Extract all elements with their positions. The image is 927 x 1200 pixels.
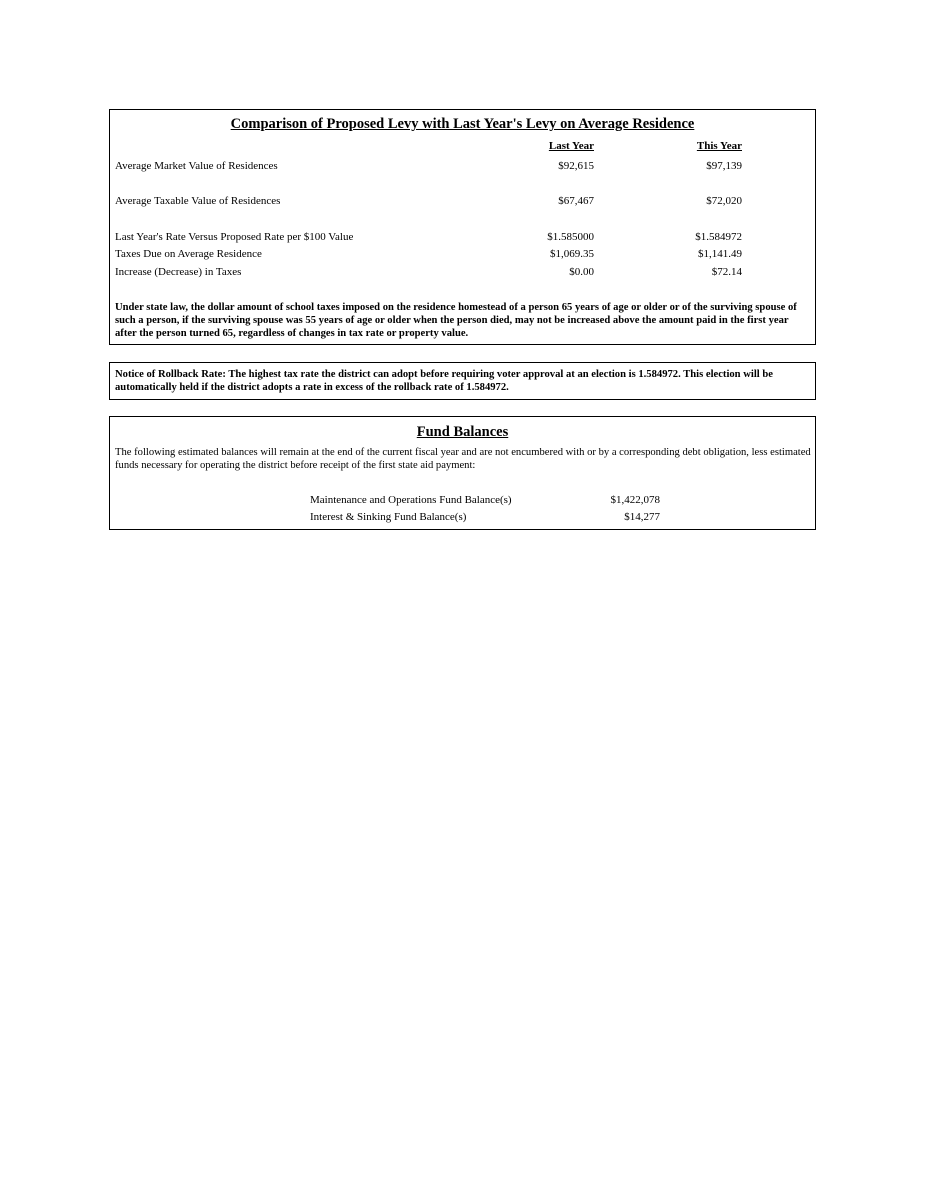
interest-sinking-fund-value: $14,277 (624, 511, 660, 523)
maintenance-operations-fund-label: Maintenance and Operations Fund Balance(s) (310, 494, 512, 506)
fund-balances-title: Fund Balances (416, 424, 509, 440)
levy-comparison-title: Comparison of Proposed Levy with Last Year's Levy on Average Residence (230, 116, 695, 132)
fund-balances-description: The following estimated balances will remain at the end of the current fiscal year and are not encumbered with or by a corresponding debt obligation, less estimated funds necessary for operating the district before receipt of the first state aid payment: (115, 447, 811, 471)
row-label-taxes-due: Taxes Due on Average Residence (115, 248, 262, 260)
row-label-average-taxable-value: Average Taxable Value of Residences (115, 195, 281, 207)
tax-rate-last-year: $1.585000 (547, 231, 594, 243)
row-label-tax-increase: Increase (Decrease) in Taxes (115, 266, 242, 278)
average-market-value-last-year: $92,615 (558, 160, 594, 172)
fund-balances-section (109, 416, 816, 530)
levy-comparison-section (109, 109, 816, 345)
average-taxable-value-this-year: $72,020 (706, 195, 742, 207)
interest-sinking-fund-label: Interest & Sinking Fund Balance(s) (310, 511, 467, 523)
maintenance-operations-fund-value: $1,422,078 (610, 494, 660, 506)
rollback-rate-section (109, 362, 816, 400)
row-label-tax-rate: Last Year's Rate Versus Proposed Rate per $100 Value (115, 231, 354, 243)
taxes-due-last-year: $1,069.35 (550, 248, 594, 260)
tax-increase-this-year: $72.14 (711, 266, 742, 278)
rollback-rate-notice: Notice of Rollback Rate: The highest tax rate the district can adopt before requiring voter approval at an election is 1.584972. This election will be automatically held if the district adopts a rate in excess of the rollback rate of 1.584972. (115, 369, 773, 393)
average-market-value-this-year: $97,139 (706, 160, 742, 172)
tax-rate-this-year: $1.584972 (695, 231, 742, 243)
taxes-due-this-year: $1,141.49 (698, 248, 742, 260)
average-taxable-value-last-year: $67,467 (558, 195, 594, 207)
row-label-average-market-value: Average Market Value of Residences (115, 160, 278, 172)
column-header-last-year: Last Year (548, 140, 594, 152)
tax-increase-last-year: $0.00 (569, 266, 594, 278)
column-header-this-year: This Year (696, 140, 742, 152)
state-law-notice: Under state law, the dollar amount of school taxes imposed on the residence homestead of a person 65 years of age or older or of the surviving spouse of such a person, if the surviving spouse was 55 years of age or older when the person died, may not be increased above the amount paid in the first year after the person turned 65, regardless of changes in tax rate or property value. (115, 302, 797, 339)
